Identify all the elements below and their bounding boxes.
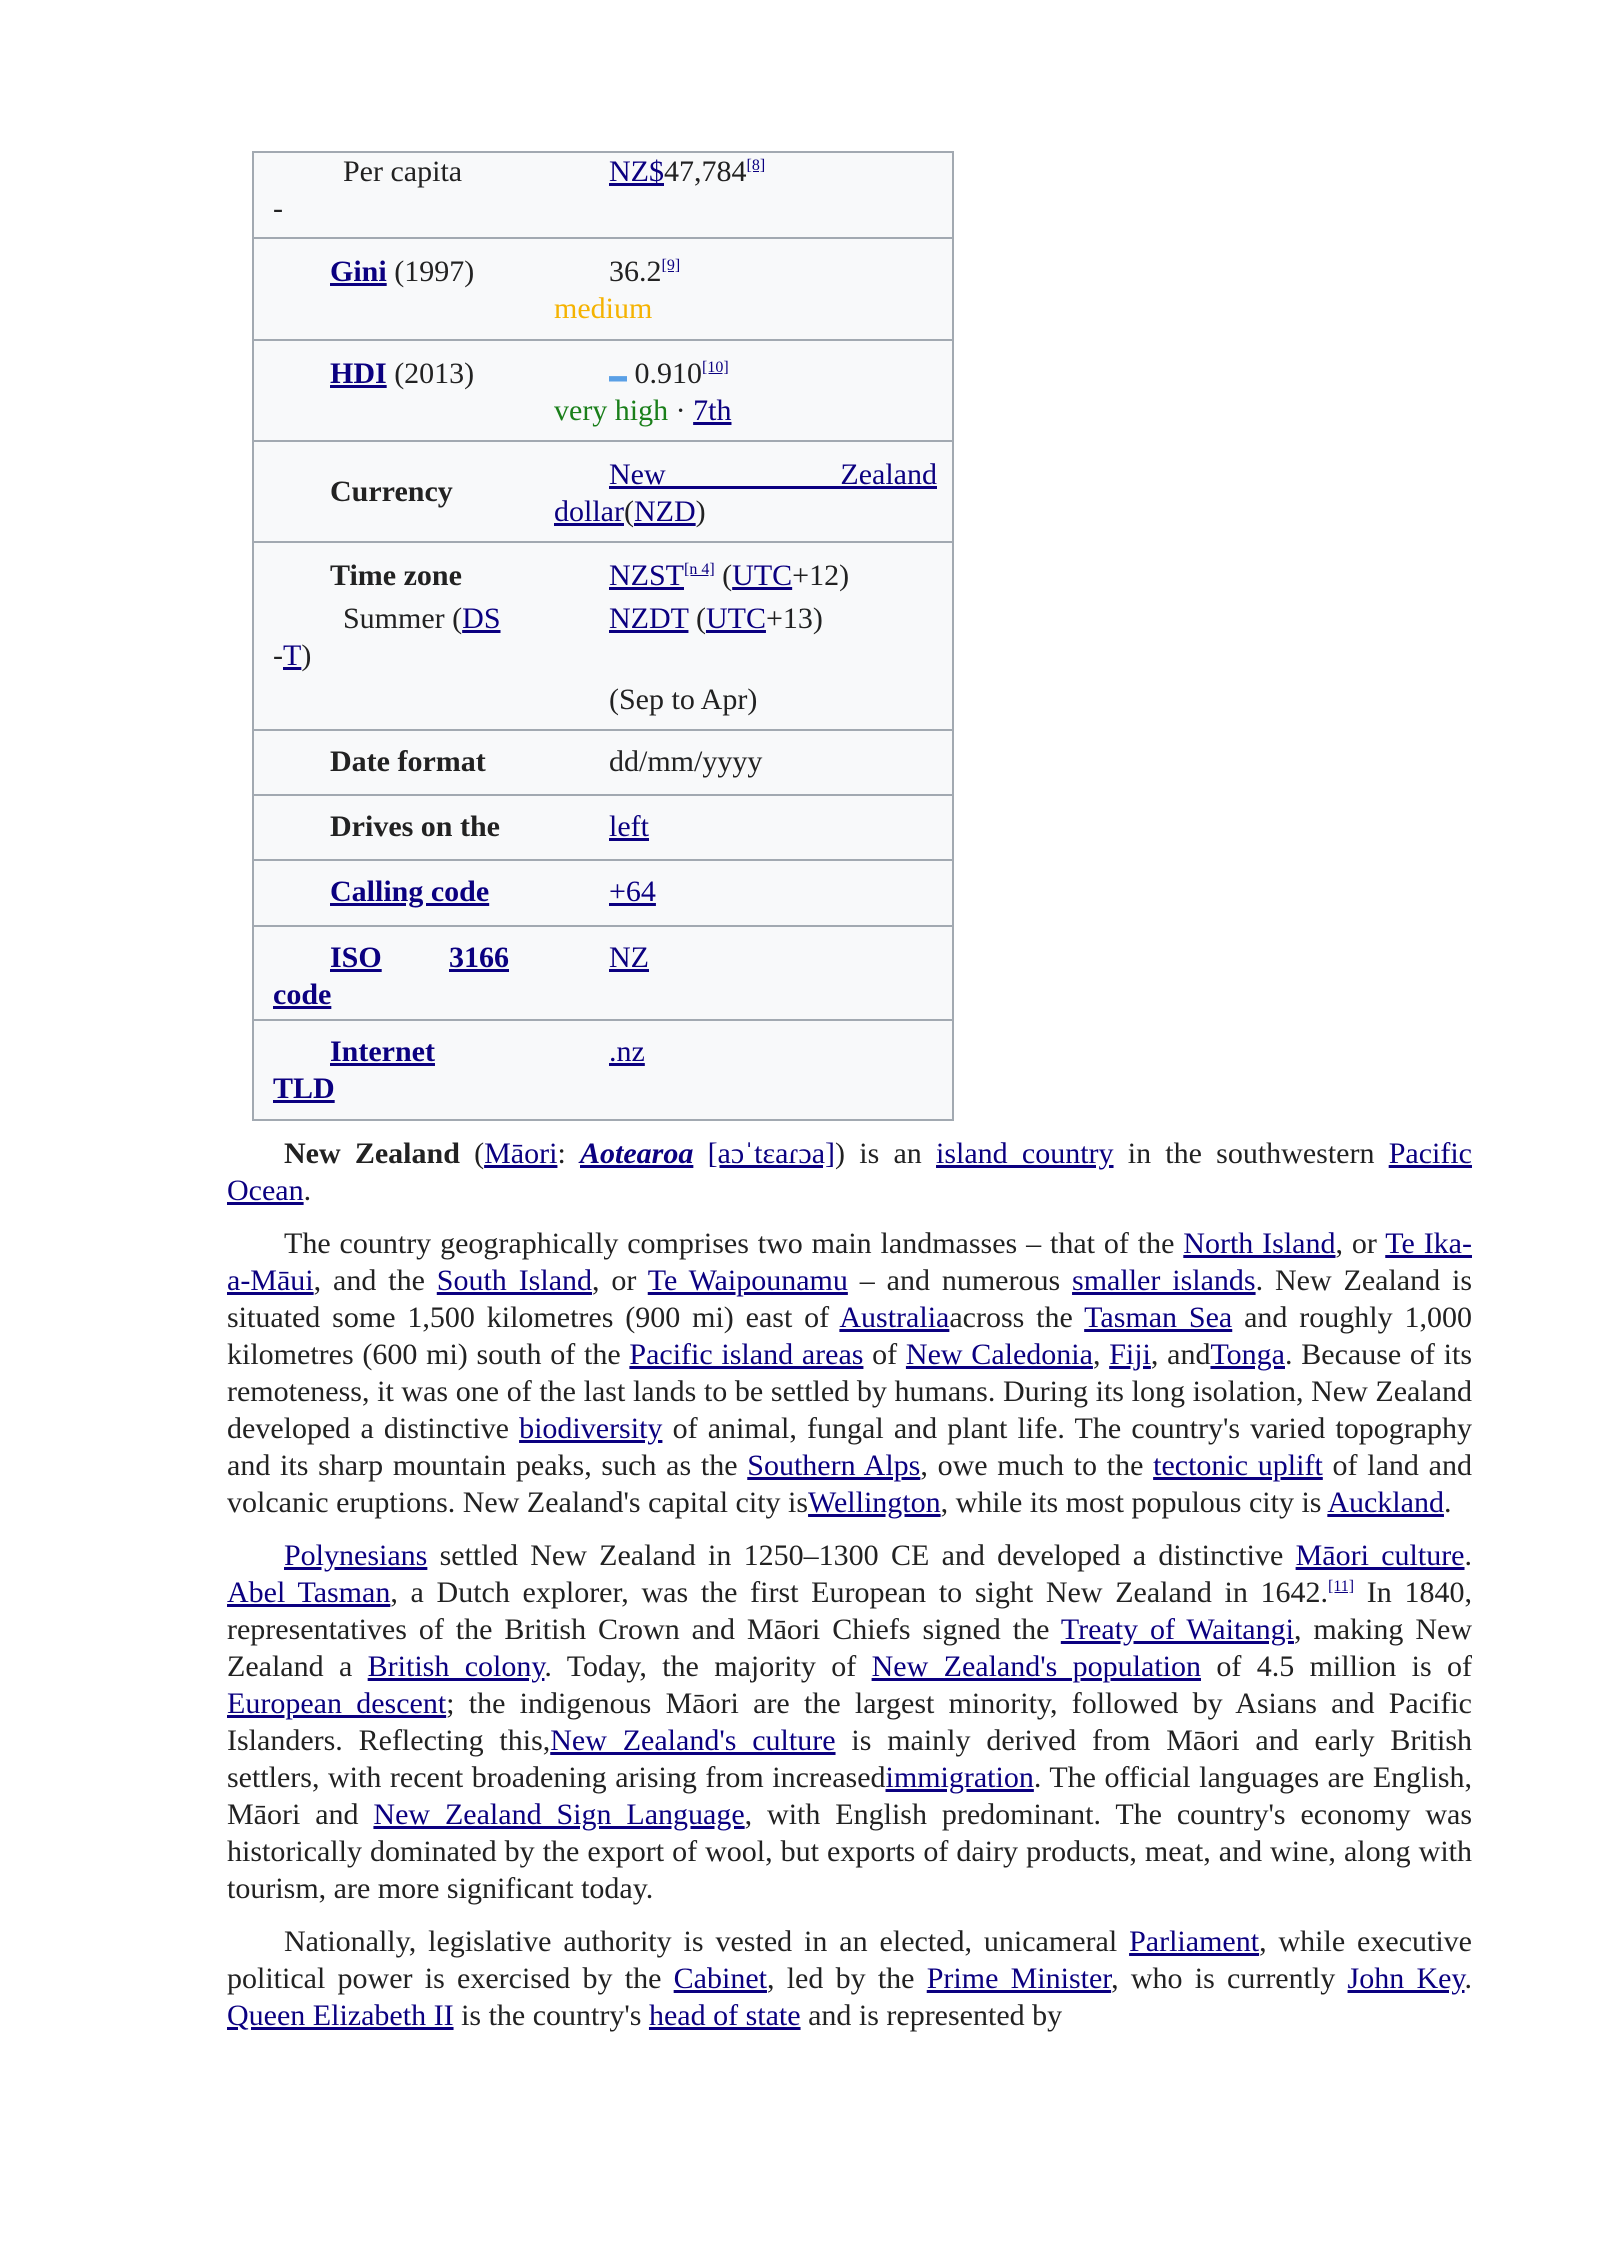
nzd-link[interactable]: NZD bbox=[633, 495, 696, 528]
hdi-number: 0.910 bbox=[634, 357, 702, 390]
plus-64-link[interactable]: +64 bbox=[609, 875, 656, 908]
text-run: , while executive political power is exercised by the bbox=[227, 1925, 1472, 1995]
john-key-link[interactable]: John Key bbox=[1347, 1962, 1465, 1995]
wellington-link[interactable]: Wellington bbox=[808, 1486, 941, 1519]
pacific-island-areas-link[interactable]: Pacific island areas bbox=[629, 1338, 864, 1371]
text-run bbox=[693, 1137, 707, 1170]
text-run: . The official languages are English, Māori and bbox=[227, 1761, 1472, 1831]
per-capita-label: Per capita bbox=[343, 155, 463, 188]
text-run: , making New Zealand a bbox=[227, 1613, 1472, 1683]
summer-label-line2 bbox=[273, 637, 311, 674]
per-capita-dash: - bbox=[273, 192, 283, 225]
citation bbox=[747, 157, 766, 174]
left-link[interactable]: left bbox=[609, 810, 649, 843]
text-run: ( bbox=[459, 1137, 485, 1170]
cabinet-link[interactable]: Cabinet bbox=[673, 1962, 767, 1995]
summer-value: NZDT (UTC+13) bbox=[609, 602, 823, 635]
australia-link[interactable]: Australia bbox=[839, 1301, 950, 1334]
biodiversity-link[interactable]: biodiversity bbox=[519, 1412, 663, 1445]
smaller-islands-link[interactable]: smaller islands bbox=[1072, 1264, 1256, 1297]
date-format-label: Date format bbox=[330, 745, 486, 778]
iso-link[interactable]: ISO bbox=[330, 941, 382, 974]
text-run: is mainly derived from Māori and early British settlers, with recent broadening arising from increased bbox=[227, 1724, 1473, 1794]
text-run: Nationally, legislative authority is vested in an elected, unicameral bbox=[284, 1925, 1130, 1958]
auckland-link[interactable]: Auckland bbox=[1327, 1486, 1444, 1519]
text-run: is the country's bbox=[453, 1999, 649, 2032]
text-run: ; the indigenous Māori are the largest minority, followed by Asians and Pacific Islanders. Reflecting this, bbox=[227, 1687, 1472, 1757]
gini-link[interactable]: Gini bbox=[330, 255, 387, 288]
hdi-value bbox=[609, 355, 729, 395]
citation bbox=[1328, 1578, 1354, 1595]
south-island-link[interactable]: South Island bbox=[436, 1264, 593, 1297]
ref-n4-link[interactable]: [n 4] bbox=[684, 561, 715, 578]
summer-close: ) bbox=[301, 639, 312, 672]
infobox-row-iso: ISO 3166 code NZ bbox=[254, 927, 952, 1021]
ref-9-link[interactable]: [9] bbox=[661, 257, 681, 274]
paragraph-intro bbox=[227, 1135, 1472, 1209]
parliament-link[interactable]: Parliament bbox=[1129, 1925, 1260, 1958]
summer-label bbox=[343, 600, 501, 637]
steady-trend-icon: ▬ bbox=[609, 365, 627, 386]
abel-tasman-link[interactable]: Abel Tasman bbox=[227, 1576, 391, 1609]
text-run: , and the bbox=[313, 1264, 437, 1297]
internet-link[interactable]: Internet bbox=[330, 1035, 435, 1068]
te-waipounamu-link[interactable]: Te Waipounamu bbox=[647, 1264, 848, 1297]
summer-offset: +13) bbox=[765, 602, 823, 635]
infobox-row-date-format bbox=[254, 731, 952, 796]
citation bbox=[684, 561, 715, 578]
tectonic-uplift-link[interactable]: tectonic uplift bbox=[1153, 1449, 1323, 1482]
infobox-row-calling-code bbox=[254, 861, 952, 927]
fiji-link[interactable]: Fiji bbox=[1109, 1338, 1151, 1371]
polynesians-link[interactable]: Polynesians bbox=[284, 1539, 428, 1572]
paren-close: ) bbox=[695, 495, 706, 528]
currency-value-line2 bbox=[554, 493, 706, 530]
nz-dollar-link[interactable]: NZ$ bbox=[609, 155, 664, 188]
gini-year: (1997) bbox=[386, 255, 475, 288]
text-run: , and bbox=[1150, 1338, 1211, 1371]
dst-link-1[interactable]: DS bbox=[462, 602, 501, 635]
article-title: New Zealand bbox=[284, 1137, 460, 1170]
text-run: . bbox=[303, 1174, 312, 1207]
north-island-link[interactable]: North Island bbox=[1183, 1227, 1336, 1260]
text-run: . New Zealand is situated some 1,500 kilometres (900 mi) east of bbox=[227, 1264, 1473, 1334]
nz-culture-link[interactable]: New Zealand's culture bbox=[550, 1724, 836, 1757]
drives-label: Drives on the bbox=[330, 810, 500, 843]
text-run: of animal, fungal and plant life. The country's varied topography and its sharp mountain peaks, such as the bbox=[227, 1412, 1472, 1482]
text-run: . bbox=[1464, 1962, 1472, 1995]
text-run: , owe much to the bbox=[920, 1449, 1154, 1482]
summer-text: Summer ( bbox=[343, 602, 463, 635]
text-run: , who is currently bbox=[1111, 1962, 1348, 1995]
paragraph-geography bbox=[227, 1225, 1472, 1521]
text-run: , or bbox=[1335, 1227, 1386, 1260]
pacific-ocean-link[interactable]: Pacific Ocean bbox=[227, 1137, 1472, 1207]
gini-label bbox=[330, 253, 474, 290]
text-run: ) is an bbox=[835, 1137, 937, 1170]
text-run: in the southwestern bbox=[1113, 1137, 1389, 1170]
hdi-rating bbox=[554, 392, 731, 429]
text-run: . bbox=[1443, 1486, 1452, 1519]
tonga-link[interactable]: Tonga bbox=[1210, 1338, 1285, 1371]
text-run: . bbox=[1464, 1539, 1473, 1572]
date-format-value: dd/mm/yyyy bbox=[609, 745, 763, 778]
text-run: . Today, the majority of bbox=[544, 1650, 872, 1683]
treaty-of-waitangi-link[interactable]: Treaty of Waitangi bbox=[1060, 1613, 1294, 1646]
text-run: of 4.5 million is of bbox=[1201, 1650, 1473, 1683]
hdi-label bbox=[330, 355, 474, 392]
time-zone-value bbox=[609, 557, 849, 594]
gini-value bbox=[609, 253, 680, 290]
text-run: settled New Zealand in 1250–1300 CE and developed a distinctive bbox=[427, 1539, 1296, 1572]
maori-culture-link[interactable]: Māori culture bbox=[1295, 1539, 1465, 1572]
text-run: and roughly 1,000 kilometres (600 mi) south of the bbox=[227, 1301, 1472, 1371]
ref-10-link[interactable]: [10] bbox=[702, 359, 729, 376]
utc-link[interactable]: UTC bbox=[732, 559, 793, 592]
text-run: , a Dutch explorer, was the first European to sight New Zealand in 1642. bbox=[390, 1576, 1329, 1609]
text-run: and is represented by bbox=[800, 1999, 1063, 2032]
summer-period: (Sep to Apr) bbox=[609, 683, 758, 716]
text-run: In 1840, representatives of the British Crown and Māori Chiefs signed the bbox=[227, 1576, 1472, 1646]
prime-minister-link[interactable]: Prime Minister bbox=[926, 1962, 1112, 1995]
text-run: , or bbox=[592, 1264, 648, 1297]
infobox-row-tld bbox=[254, 1021, 952, 1119]
tld-link[interactable]: TLD bbox=[273, 1072, 335, 1105]
new-zealand-dollar-link[interactable]: New Zealand bbox=[609, 458, 937, 491]
maori-link[interactable]: Māori bbox=[484, 1137, 558, 1170]
hdi-rating-text: very high bbox=[554, 394, 669, 427]
island-country-link[interactable]: island country bbox=[936, 1137, 1114, 1170]
nzst-link[interactable]: NZST bbox=[609, 559, 684, 592]
text-run: of bbox=[863, 1338, 906, 1371]
text-run: , led by the bbox=[766, 1962, 927, 1995]
new-caledonia-link[interactable]: New Caledonia bbox=[905, 1338, 1093, 1371]
paren-open: ( bbox=[714, 559, 733, 592]
paren-open: ( bbox=[623, 495, 634, 528]
gini-number: 36.2 bbox=[609, 255, 662, 288]
tasman-sea-link[interactable]: Tasman Sea bbox=[1084, 1301, 1233, 1334]
text-run: , while its most populous city is bbox=[940, 1486, 1328, 1519]
hdi-link[interactable]: HDI bbox=[330, 357, 387, 390]
utc-link-summer[interactable]: UTC bbox=[705, 602, 766, 635]
nz-population-link[interactable]: New Zealand's population bbox=[871, 1650, 1201, 1683]
citation bbox=[662, 257, 681, 274]
gini-rating: medium bbox=[554, 292, 653, 325]
te-ika-a-maui-link[interactable]: Te Ika-a-Māui bbox=[227, 1227, 1472, 1297]
british-colony-link[interactable]: British colony bbox=[367, 1650, 545, 1683]
dst-link-2[interactable]: T bbox=[283, 639, 302, 672]
text-run: , bbox=[1092, 1338, 1110, 1371]
calling-code-link[interactable]: Calling code bbox=[330, 875, 490, 908]
summer-dash: - bbox=[273, 639, 283, 672]
southern-alps-link[interactable]: Southern Alps bbox=[747, 1449, 921, 1482]
text-run: across the bbox=[949, 1301, 1085, 1334]
per-capita-value bbox=[609, 153, 765, 190]
dollar-link[interactable]: dollar bbox=[554, 495, 624, 528]
infobox-row-drives bbox=[254, 796, 952, 861]
immigration-link[interactable]: immigration bbox=[885, 1761, 1034, 1794]
per-capita-amount: 47,784 bbox=[664, 155, 747, 188]
text-run: – and numerous bbox=[847, 1264, 1073, 1297]
nzdt-link[interactable]: NZDT bbox=[609, 602, 689, 635]
text-run: : bbox=[557, 1137, 580, 1170]
infobox-row-time-zone bbox=[254, 543, 952, 731]
ipa-link[interactable]: [aɔˈtɛaɾɔa] bbox=[707, 1137, 836, 1170]
infobox-row-per-capita bbox=[254, 153, 952, 239]
ref-11-link[interactable]: [11] bbox=[1328, 1578, 1355, 1595]
hdi-rank-link[interactable]: 7th bbox=[693, 394, 732, 427]
currency-label: Currency bbox=[330, 475, 453, 508]
nz-iso-link[interactable]: NZ bbox=[609, 941, 649, 974]
dot-nz-link[interactable]: .nz bbox=[609, 1035, 645, 1068]
infobox-row-currency bbox=[254, 442, 952, 543]
infobox bbox=[252, 151, 954, 1121]
ref-8-link[interactable]: [8] bbox=[746, 157, 766, 174]
text-run: . Because of its remoteness, it was one of the last lands to be settled by humans. During its long isolation, New Zealand developed a distinctive bbox=[227, 1338, 1473, 1445]
paragraph-history bbox=[227, 1537, 1472, 1907]
time-zone-label: Time zone bbox=[330, 559, 462, 592]
european-descent-link[interactable]: European descent bbox=[227, 1687, 447, 1720]
article-body bbox=[227, 1135, 1472, 2050]
queen-elizabeth-link[interactable]: Queen Elizabeth II bbox=[227, 1999, 454, 2032]
head-of-state-link[interactable]: head of state bbox=[648, 1999, 801, 2032]
aotearoa-link[interactable]: Aotearoa bbox=[580, 1137, 694, 1170]
infobox-row-gini bbox=[254, 239, 952, 341]
nz-sign-language-link[interactable]: New Zealand Sign Language bbox=[373, 1798, 745, 1831]
hdi-year: (2013) bbox=[386, 357, 475, 390]
text-run: , with English predominant. The country's economy was historically dominated by the export of wool, but exports of dairy products, meat, and wine, along with tourism, are more significant today. bbox=[227, 1798, 1472, 1905]
text-run: The country geographically comprises two main landmasses – that of the bbox=[284, 1227, 1184, 1260]
citation bbox=[702, 359, 729, 376]
infobox-row-hdi bbox=[254, 341, 952, 442]
hdi-separator: · bbox=[668, 394, 694, 427]
iso-code-link[interactable]: code bbox=[273, 978, 332, 1011]
paragraph-government bbox=[227, 1923, 1472, 2034]
text-run: of land and volcanic eruptions. New Zealand's capital city is bbox=[227, 1449, 1472, 1519]
utc-offset: +12) bbox=[792, 559, 850, 592]
